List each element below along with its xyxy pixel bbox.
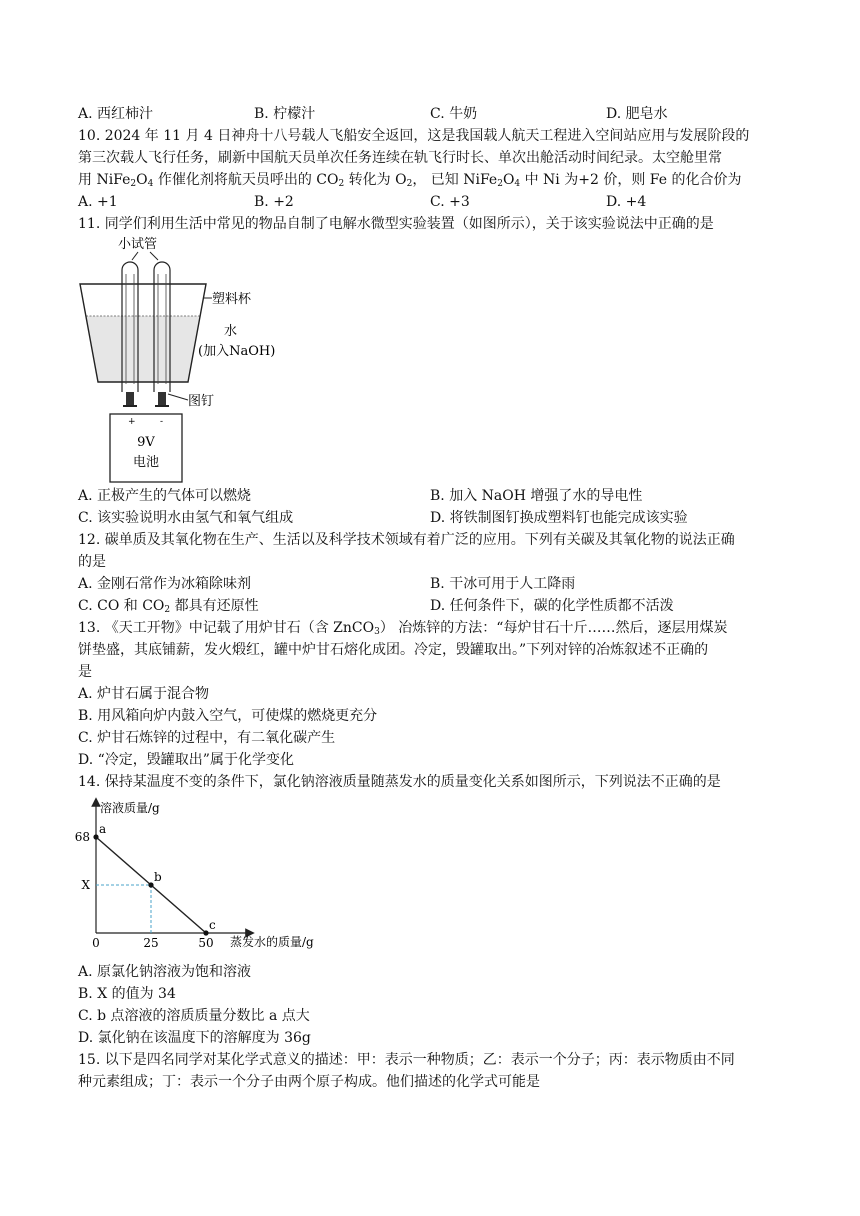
option-a: A. 西红柿汁 [78,106,154,122]
option-b: B. +2 [254,194,294,210]
option-a: A. 炉甘石属于混合物 [78,686,210,702]
y-axis-label: 溶液质量/g [100,801,160,815]
x-axis-label: 蒸发水的质量/g [230,935,314,949]
label-plastic-cup: 塑料杯 [212,292,252,307]
label-thumbtack: 图钉 [188,394,215,409]
option-b: B. 用风箱向炉内鼓入空气，可使煤的燃烧更充分 [78,708,378,724]
label-naoh: (加入NaOH) [198,344,276,359]
option-a: A. 金刚石常作为冰箱除味剂 [78,576,252,592]
question-10-line-1: 10. 2024 年 11 月 4 日神舟十八号载人飞船安全返回，这是我国载人航天工程进入空间站应用与发展阶段的 [78,128,750,144]
option-c: C. +3 [430,194,470,210]
option-b: B. 柠檬汁 [254,106,316,122]
option-d: D. 肥皂水 [606,106,668,122]
question-12-line-1: 12. 碳单质及其氧化物在生产、生活以及科学技术领域有着广泛的应用。下列有关碳及其氧化物的说法正确 [78,532,735,548]
solution-mass-chart [74,796,334,954]
battery-label: 电池 [132,455,160,470]
option-c: C. CO 和 $CO_2$ 都具有还原性 [78,598,259,615]
question-13-line-2: 饼垫盛，其底铺薪，发火煅红，罐中炉甘石熔化成团。冷定，毁罐取出。”下列对锌的冶炼叙述不正确的 [78,642,709,658]
question-10-line-2: 第三次载人飞行任务，刷新中国航天员单次任务连续在轨飞行时长、单次出舱活动时间纪录。太空舱里常 [78,150,722,166]
thumbtack-right [158,392,166,406]
question-14-stem: 14. 保持某温度不变的条件下，氯化钠溶液质量随蒸发水的质量变化关系如图所示，下列说法不正确的是 [78,774,721,790]
option-b: B. X 的值为 34 [78,986,176,1002]
option-c: C. 该实验说明水由氢气和氧气组成 [78,510,294,526]
question-13-line-3: 是 [78,664,92,680]
option-a: A. 原氯化钠溶液为饱和溶液 [78,964,252,980]
data-point-b [148,882,153,887]
option-d: D. +4 [606,194,647,210]
option-a: A. +1 [78,194,118,210]
water [86,316,200,382]
option-b: B. 加入 NaOH 增强了水的导电性 [430,488,643,504]
question-11-stem: 11. 同学们利用生活中常见的物品自制了电解水微型实验装置（如图所示），关于该实验说法中正确的是 [78,216,714,232]
option-d: D. 任何条件下，碳的化学性质都不活泼 [430,598,674,614]
point-label-c: c [209,918,216,932]
question-15-line-1: 15. 以下是四名同学对某化学式意义的描述：甲：表示一种物质；乙：表示一个分子；丙：表示物质由不同 [78,1052,735,1068]
y-tick-label: 68 [74,830,90,844]
option-a: A. 正极产生的气体可以燃烧 [78,488,252,504]
question-12-line-2: 的是 [78,554,106,570]
question-13-line-1: 13. 《天工开物》中记载了用炉甘石（含 ZnCO$_3$） 冶炼锌的方法：“每炉甘石十斤……然后，逐层用煤炭 [78,620,728,637]
option-c: C. b 点溶液的溶质质量分数比 a 点大 [78,1008,310,1024]
option-c: C. 炉甘石炼锌的过程中，有二氧化碳产生 [78,730,336,746]
label-small-tube: 小试管 [118,237,158,252]
y-tick-label: X [81,878,90,892]
label-water: 水 [224,324,238,339]
data-point-c [203,930,208,935]
question-15-line-2: 种元素组成；丁：表示一个分子由两个原子构成。他们描述的化学式可能是 [78,1074,540,1090]
option-d: D. 氯化钠在该温度下的溶解度为 36g [78,1030,311,1046]
option-d: D. “冷定，毁罐取出”属于化学变化 [78,752,294,768]
battery-plus: + [128,417,136,427]
point-label-a: a [99,822,107,836]
option-b: B. 干冰可用于人工降雨 [430,576,576,592]
data-point-a [93,834,98,839]
x-tick-label: 25 [143,936,159,950]
question-10-line-3: 用 $NiFe_2O_4$ 作催化剂将航天员呼出的 $CO_2$ 转化为 $O_2$， 已知 $NiFe_2O_4$ 中 Ni 为+2 价，则 Fe 的化合价为 [78,172,742,189]
x-tick-label: 0 [92,936,100,950]
battery-minus: - [160,417,164,427]
option-c: C. 牛奶 [430,106,478,122]
electrolysis-apparatus-figure [70,234,310,484]
option-d: D. 将铁制图钉换成塑料钉也能完成该实验 [430,510,688,526]
battery-voltage: 9V [137,435,155,450]
point-label-b: b [154,870,162,884]
x-tick-label: 50 [198,936,214,950]
thumbtack-left [126,392,134,406]
